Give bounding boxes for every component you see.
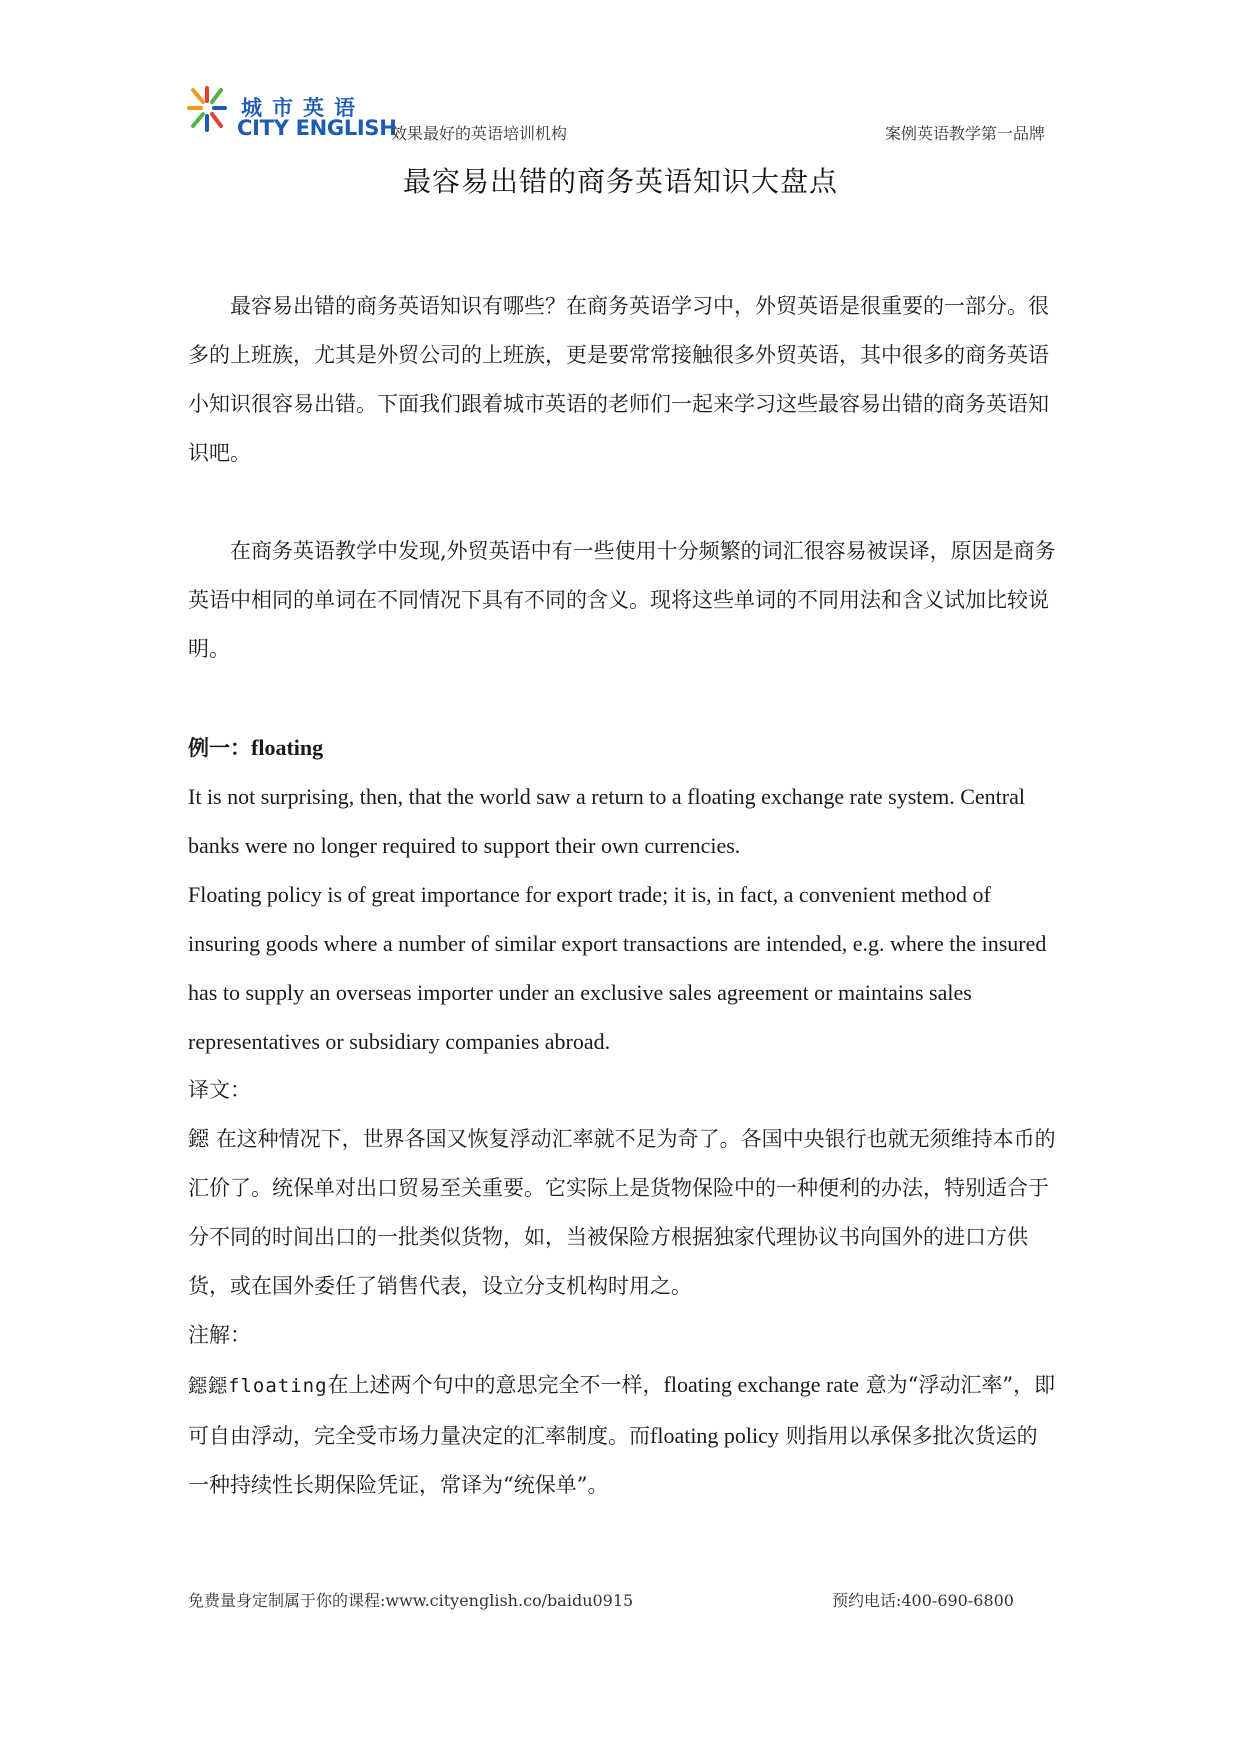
english-example-1: It is not surprising, then, that the world saw a return to a floating exchange rate system. Central banks were no longer required to support their own currencies. — [188, 784, 1025, 858]
translation-text: 在这种情况下，世界各国又恢复浮动汇率就不足为奇了。各国中央银行也就无须维持本币的汇价了。统保单对出口贸易至关重要。它实际上是货物保险中的一种便利的办法，特别适合于分不同的时间出口的一批类似货物，如，当被保险方根据独家代理协议书向国外的进口方供货，或在国外委任了销售代表，设立分支机构时用之。 — [188, 1127, 1056, 1298]
note-prefix: 鐚鐚floating — [188, 1375, 328, 1397]
brand-name-english: CITY ENGLISH — [237, 116, 397, 140]
translation-paragraph — [188, 1115, 1058, 1311]
example-heading-term: floating — [251, 735, 324, 760]
note-term-2: floating policy — [650, 1423, 779, 1448]
note-text-3: 则指用以承保多批次货运的一种持续性长期保险凭证，常译为“统保单”。 — [188, 1424, 1038, 1497]
note-label: 注解： — [188, 1323, 251, 1347]
note-term-1: floating exchange rate — [663, 1372, 859, 1397]
starburst-arrows-icon — [187, 86, 229, 138]
footer-phone: 预约电话:400-690-6800 — [831, 1591, 1014, 1610]
page-title: 最容易出错的商务英语知识大盘点 — [402, 165, 838, 198]
header-slogan: 效果最好的英语培训机构 — [391, 124, 568, 143]
discovery-paragraph: 在商务英语教学中发现,外贸英语中有一些使用十分频繁的词汇很容易被误译，原因是商务英语中相同的单词在不同情况下具有不同的含义。现将这些单词的不同用法和含义试加比较说明。 — [188, 539, 1056, 661]
note-text-1: 在上述两个句中的意思完全不一样， — [327, 1373, 664, 1397]
page-header — [187, 86, 1055, 148]
article-body — [188, 282, 1058, 1510]
example-heading-label: 例一： — [188, 735, 251, 760]
english-example-2: Floating policy is of great importance for export trade; it is, in fact, a convenient method of insuring goods where a number of similar export transactions are intended, e.g. where the insured has to supply an overseas importer under an exclusive sales agreement or maintains sales representatives or subsidiary companies abroad. — [188, 882, 1047, 1054]
note-text-2: 意为“浮动汇率”，即可自由浮动，完全受市场力量决定的汇率制度。而 — [188, 1373, 1056, 1448]
translation-prefix: 鐚 — [188, 1127, 209, 1151]
brand-name-chinese: 城市英语 — [241, 96, 365, 120]
header-motto: 案例英语教学第一品牌 — [884, 124, 1045, 143]
intro-paragraph: 最容易出错的商务英语知识有哪些？在商务英语学习中，外贸英语是很重要的一部分。很多的上班族，尤其是外贸公司的上班族，更是要常常接触很多外贸英语，其中很多的商务英语小知识很容易出错。下面我们跟着城市英语的老师们一起来学习这些最容易出错的商务英语知识吧。 — [188, 294, 1049, 465]
example-heading — [188, 723, 1058, 772]
note-paragraph — [188, 1360, 1058, 1510]
footer-course-link[interactable]: 免费量身定制属于你的课程:www.cityenglish.co/baidu0915 — [188, 1591, 634, 1610]
translation-label: 译文： — [188, 1078, 251, 1102]
